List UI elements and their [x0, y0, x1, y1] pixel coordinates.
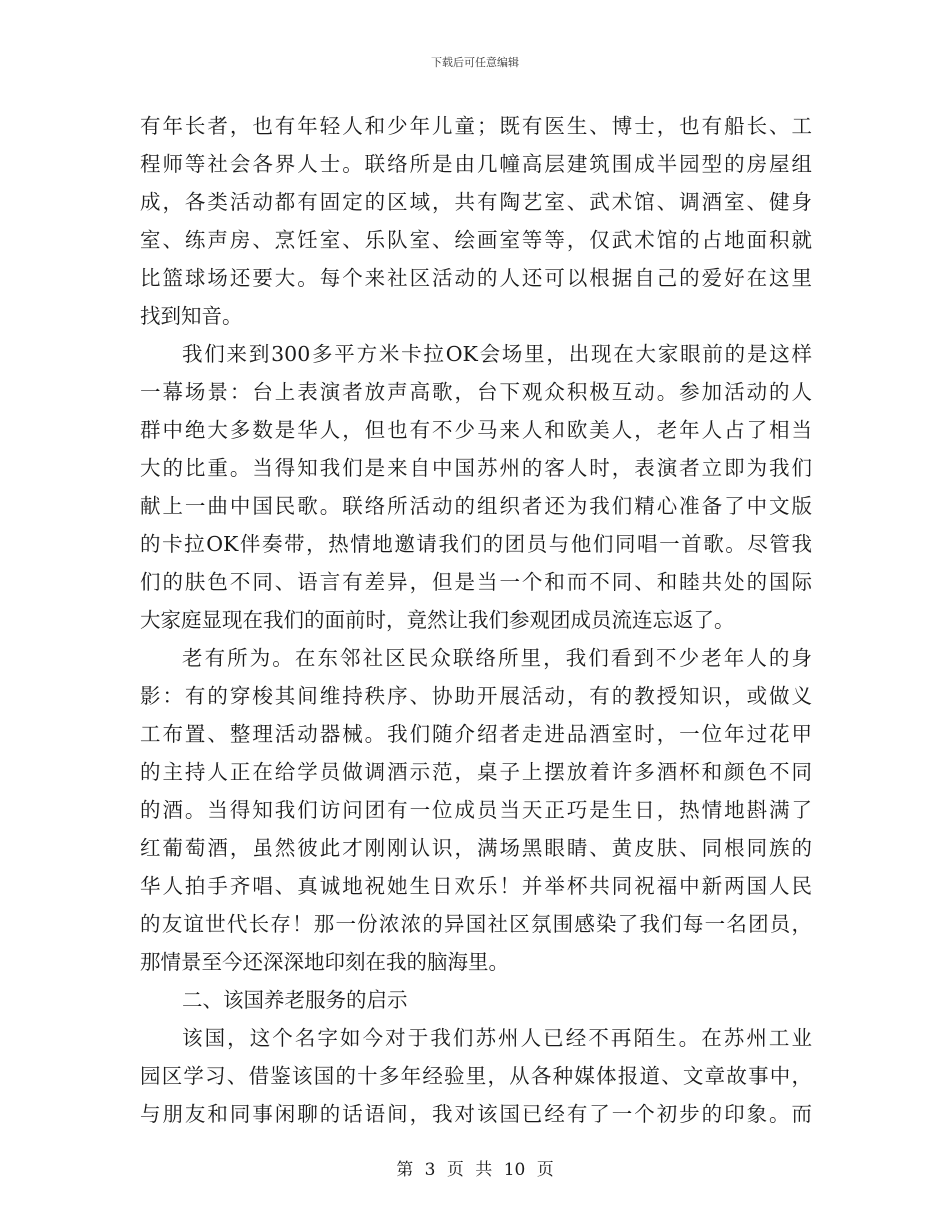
text-line: 工布置、整理活动器械。我们随介绍者走进品酒室时，一位年过花甲: [140, 722, 812, 746]
text-line: 园区学习、借鉴该国的十多年经验里，从各种媒体报道、文章故事中，: [140, 1064, 812, 1088]
header-note: 下载后可任意编辑: [431, 56, 519, 69]
section-heading: 二、该国养老服务的启示: [182, 988, 408, 1012]
text-line: 室、练声房、烹饪室、乐队室、绘画室等等，仅武术馆的占地面积就: [140, 228, 812, 252]
paragraph-first-line: 我们来到300多平方米卡拉OK会场里，出现在大家眼前的是这样: [182, 342, 812, 366]
document-body: [140, 107, 812, 1133]
text-line: 的友谊世代长存！那一份浓浓的异国社区氛围感染了我们每一名团员，: [140, 912, 812, 936]
text-line: 大的比重。当得知我们是来自中国苏州的客人时，表演者立即为我们: [140, 456, 812, 480]
text-line: 那情景至今还深深地印刻在我的脑海里。: [140, 950, 509, 974]
paragraph-first-line: 该国，这个名字如今对于我们苏州人已经不再陌生。在苏州工业: [182, 1026, 812, 1050]
text-line: 们的肤色不同、语言有差异，但是当一个和而不同、和睦共处的国际: [140, 570, 812, 594]
text-line: 有年长者，也有年轻人和少年儿童；既有医生、博士，也有船长、工: [140, 114, 812, 138]
text-line: 找到知音。: [140, 304, 243, 328]
text-line: 华人拍手齐唱、真诚地祝她生日欢乐！并举杯共同祝福中新两国人民: [140, 874, 812, 898]
text-line: 与朋友和同事闲聊的话语间，我对该国已经有了一个初步的印象。而: [140, 1102, 812, 1126]
text-line: 一幕场景：台上表演者放声高歌，台下观众积极互动。参加活动的人: [140, 380, 812, 404]
text-line: 的卡拉OK伴奏带，热情地邀请我们的团员与他们同唱一首歌。尽管我: [140, 532, 812, 556]
paragraph-first-line: 老有所为。在东邻社区民众联络所里，我们看到不少老年人的身: [182, 646, 812, 670]
text-line: 大家庭显现在我们的面前时，竟然让我们参观团成员流连忘返了。: [140, 608, 735, 632]
text-line: 比篮球场还要大。每个来社区活动的人还可以根据自己的爱好在这里: [140, 266, 812, 290]
text-line: 成，各类活动都有固定的区域，共有陶艺室、武术馆、调酒室、健身: [140, 190, 812, 214]
text-line: 的主持人正在给学员做调酒示范，桌子上摆放着许多酒杯和颜色不同: [140, 760, 812, 784]
text-line: 献上一曲中国民歌。联络所活动的组织者还为我们精心准备了中文版: [140, 494, 812, 518]
text-line: 红葡萄酒，虽然彼此才刚刚认识，满场黑眼睛、黄皮肤、同根同族的: [140, 836, 812, 860]
text-line: 程师等社会各界人士。联络所是由几幢高层建筑围成半园型的房屋组: [140, 152, 812, 176]
text-line: 的酒。当得知我们访问团有一位成员当天正巧是生日，热情地斟满了: [140, 798, 812, 822]
text-line: 群中绝大多数是华人，但也有不少马来人和欧美人，老年人占了相当: [140, 418, 812, 442]
page-number: 第 3 页 共 10 页: [396, 1160, 554, 1180]
text-line: 影：有的穿梭其间维持秩序、协助开展活动，有的教授知识，或做义: [140, 684, 812, 708]
